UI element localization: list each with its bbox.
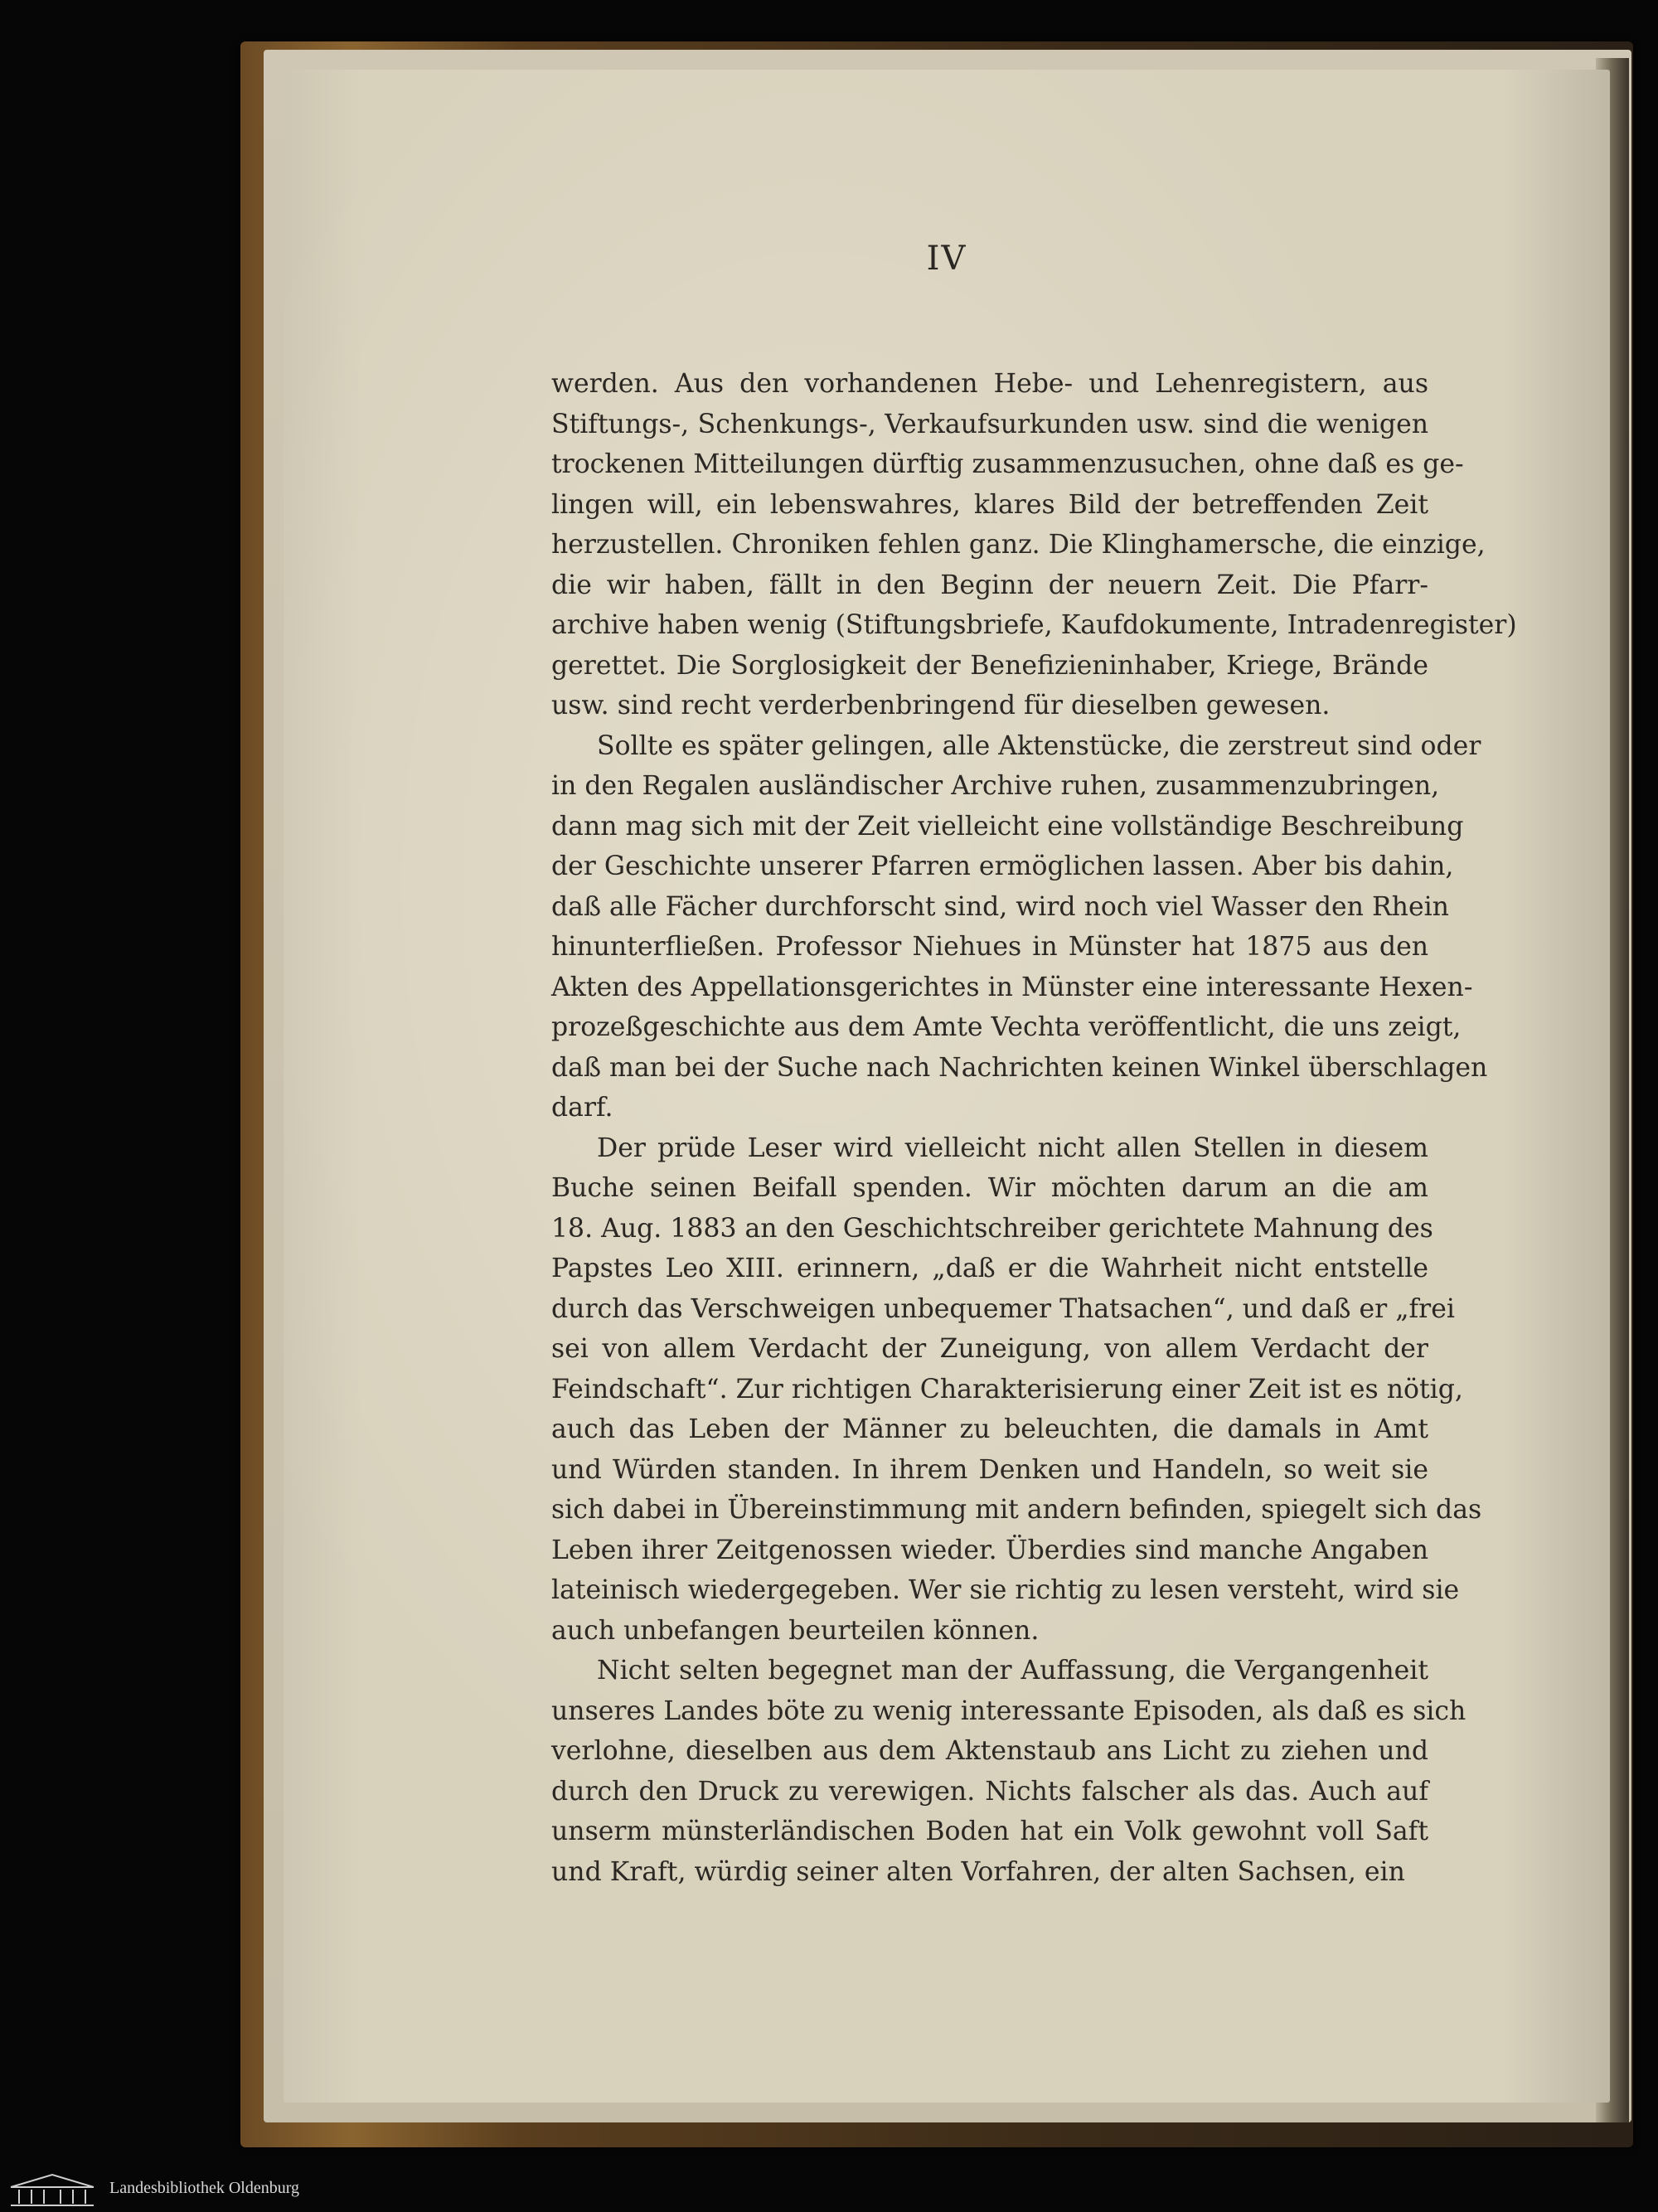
body-text	[551, 364, 1517, 1892]
book-page	[284, 70, 1610, 2103]
text-line: 18. Aug. 1883 an den Geschichtschreiber gerichtete Mahnung des	[551, 1213, 1433, 1244]
text-line: Leben ihrer Zeitgenossen wieder. Überdies sind manche Angaben	[551, 1535, 1428, 1565]
text-line: Feindschaft“. Zur richtigen Charakterisierung einer Zeit ist es nötig,	[551, 1374, 1463, 1404]
text-line: auch unbefangen beurteilen können.	[551, 1615, 1040, 1646]
text-line: usw. sind recht verderbenbringend für dieselben gewesen.	[551, 691, 1331, 720]
text-line: durch das Verschweigen unbequemer Thatsachen“, und daß er „frei	[551, 1293, 1455, 1324]
text-line: Der prüde Leser wird vielleicht nicht allen Stellen in diesem	[597, 1133, 1428, 1163]
text-line: Buche seinen Beifall spenden. Wir möchten darum an die am	[551, 1173, 1428, 1203]
text-line: unserm münsterländischen Boden hat ein Volk gewohnt voll Saft	[551, 1817, 1428, 1846]
library-building-icon	[7, 2172, 98, 2209]
text-line: verlohne, dieselben aus dem Aktenstaub ans Licht zu ziehen und	[551, 1736, 1428, 1766]
text-line: daß man bei der Suche nach Nachrichten keinen Winkel überschlagen	[551, 1052, 1488, 1083]
text-line: und Kraft, würdig seiner alten Vorfahren, der alten Sachsen, ein	[551, 1856, 1405, 1887]
text-line: auch das Leben der Männer zu beleuchten, die damals in Amt	[551, 1414, 1428, 1444]
text-line: in den Regalen ausländischer Archive ruhen, zusammenzubringen,	[551, 771, 1440, 801]
text-line: durch den Druck zu verewigen. Nichts falscher als das. Auch auf	[551, 1776, 1428, 1807]
text-line: Sollte es später gelingen, alle Aktenstücke, die zerstreut sind oder	[597, 730, 1481, 761]
paragraph	[551, 726, 1488, 1128]
text-line: archive haben wenig (Stiftungsbriefe, Kaufdokumente, Intradenregister)	[551, 610, 1517, 640]
text-line: sich dabei in Übereinstimmung mit andern befinden, spiegelt sich das	[551, 1495, 1482, 1525]
paragraph	[551, 1128, 1482, 1652]
page-number: IV	[926, 240, 967, 278]
text-line: Nicht selten begegnet man der Auffassung, die Vergangenheit	[597, 1656, 1428, 1686]
text-line: Papstes Leo XIII. erinnern, „daß er die Wahrheit nicht entstelle	[551, 1254, 1428, 1283]
text-line: hinunterfließen. Professor Niehues in Münster hat 1875 aus den	[551, 932, 1428, 962]
text-line: die wir haben, fällt in den Beginn der neuern Zeit. Die Pfarr-	[551, 570, 1428, 600]
text-line: der Geschichte unserer Pfarren ermöglichen lassen. Aber bis dahin,	[551, 851, 1454, 881]
paragraph	[551, 364, 1517, 726]
paragraph	[551, 1651, 1467, 1892]
text-line: darf.	[551, 1093, 613, 1123]
text-line: lateinisch wiedergegeben. Wer sie richtig zu lesen versteht, wird sie	[551, 1575, 1460, 1605]
text-line: trockenen Mitteilungen dürftig zusammenzusuchen, ohne daß es ge-	[551, 449, 1464, 479]
text-line: daß alle Fächer durchforscht sind, wird noch viel Wasser den Rhein	[551, 891, 1449, 922]
text-line: Stiftungs-, Schenkungs-, Verkaufsurkunden usw. sind die wenigen	[551, 409, 1428, 439]
text-line: sei von allem Verdacht der Zuneigung, von allem Verdacht der	[551, 1334, 1428, 1364]
footer-library-label: Landesbibliothek Oldenburg	[109, 2179, 300, 2197]
text-line: werden. Aus den vorhandenen Hebe- und Lehenregistern, aus	[551, 369, 1428, 399]
text-line: und Würden standen. In ihrem Denken und Handeln, so weit sie	[551, 1454, 1428, 1485]
text-line: prozeßgeschichte aus dem Amte Vechta veröffentlicht, die uns zeigt,	[551, 1012, 1462, 1042]
text-line: herzustellen. Chroniken fehlen ganz. Die Klinghamersche, die einzige,	[551, 530, 1486, 560]
text-line: gerettet. Die Sorglosigkeit der Benefizieninhaber, Kriege, Brände	[551, 650, 1428, 681]
text-line: unseres Landes böte zu wenig interessante Episoden, als daß es sich	[551, 1695, 1467, 1726]
text-line: dann mag sich mit der Zeit vielleicht eine vollständige Beschreibung	[551, 811, 1464, 842]
text-line: lingen will, ein lebenswahres, klares Bild der betreffenden Zeit	[551, 489, 1428, 520]
text-line: Akten des Appellationsgerichtes in Münster eine interessante Hexen-	[551, 972, 1473, 1002]
